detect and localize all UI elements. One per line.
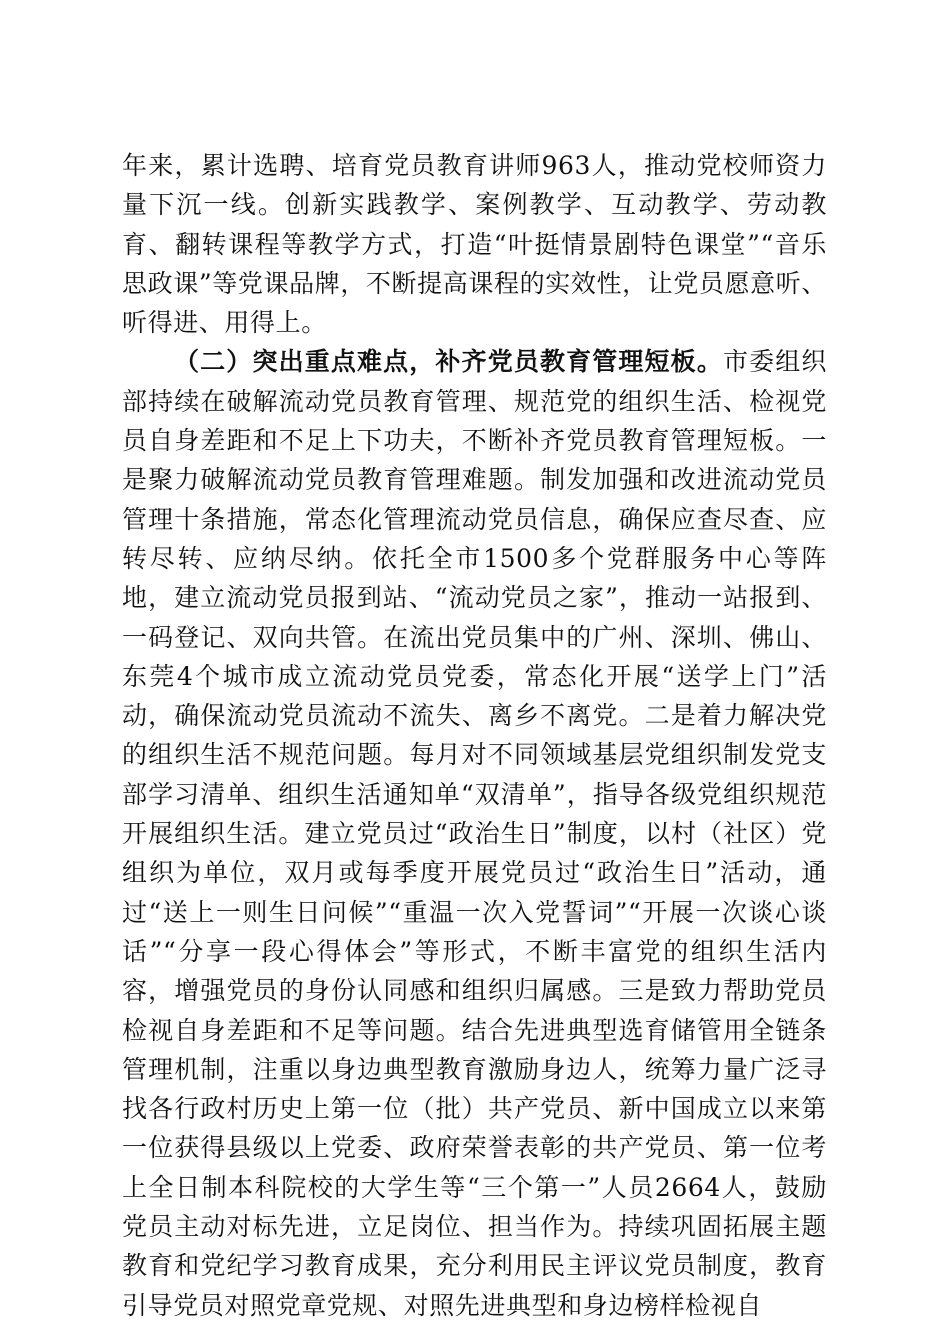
document-body — [122, 146, 827, 1325]
paragraph-section-two — [122, 342, 827, 1324]
paragraph-continuation: 年来，累计选聘、培育党员教育讲师963人，推动党校师资力量下沉一线。创新实践教学、案例教学、互动教学、劳动教育、翻转课程等教学方式，打造“叶挺情景剧特色课堂”“音乐思政课”等党课品牌，不断提高课程的实效性，让党员愿意听、听得进、用得上。 — [122, 151, 827, 338]
section-heading: （二）突出重点难点，补齐党员教育管理短板。 — [174, 347, 723, 377]
section-body-text: 市委组织部持续在破解流动党员教育管理、规范党的组织生活、检视党员自身差距和不足上下功夫，不断补齐党员教育管理短板。一是聚力破解流动党员教育管理难题。制发加强和改进流动党员管理十条措施，常态化管理流动党员信息，确保应查尽查、应转尽转、应纳尽纳。依托全市1500多个党群服务中心等阵地，建立流动党员报到站、“流动党员之家”，推动一站报到、一码登记、双向共管。在流出党员集中的广州、深圳、佛山、东莞4个城市成立流动党员党委，常态化开展“送学上门”活动，确保流动党员流动不流失、离乡不离党。二是着力解决党的组织生活不规范问题。每月对不同领域基层党组织制发党支部学习清单、组织生活通知单“双清单”，指导各级党组织规范开展组织生活。建立党员过“政治生日”制度，以村（社区）党组织为单位，双月或每季度开展党员过“政治生日”活动，通过“送上一则生日问候”“重温一次入党誓词”“开展一次谈心谈话”“分享一段心得体会”等形式，不断丰富党的组织生活内容，增强党员的身份认同感和组织归属感。三是致力帮助党员检视自身差距和不足等问题。结合先进典型选育储管用全链条管理机制，注重以身边典型教育激励身边人，统筹力量广泛寻找各行政村历史上第一位（批）共产党员、新中国成立以来第一位获得县级以上党委、政府荣誉表彰的共产党员、第一位考上全日制本科院校的大学生等“三个第一”人员2664人，鼓励党员主动对标先进，立足岗位、担当作为。持续巩固拓展主题教育和党纪学习教育成果，充分利用民主评议党员制度，教育引导党员对照党章党规、对照先进典型和身边榜样检视自 — [122, 347, 827, 1320]
